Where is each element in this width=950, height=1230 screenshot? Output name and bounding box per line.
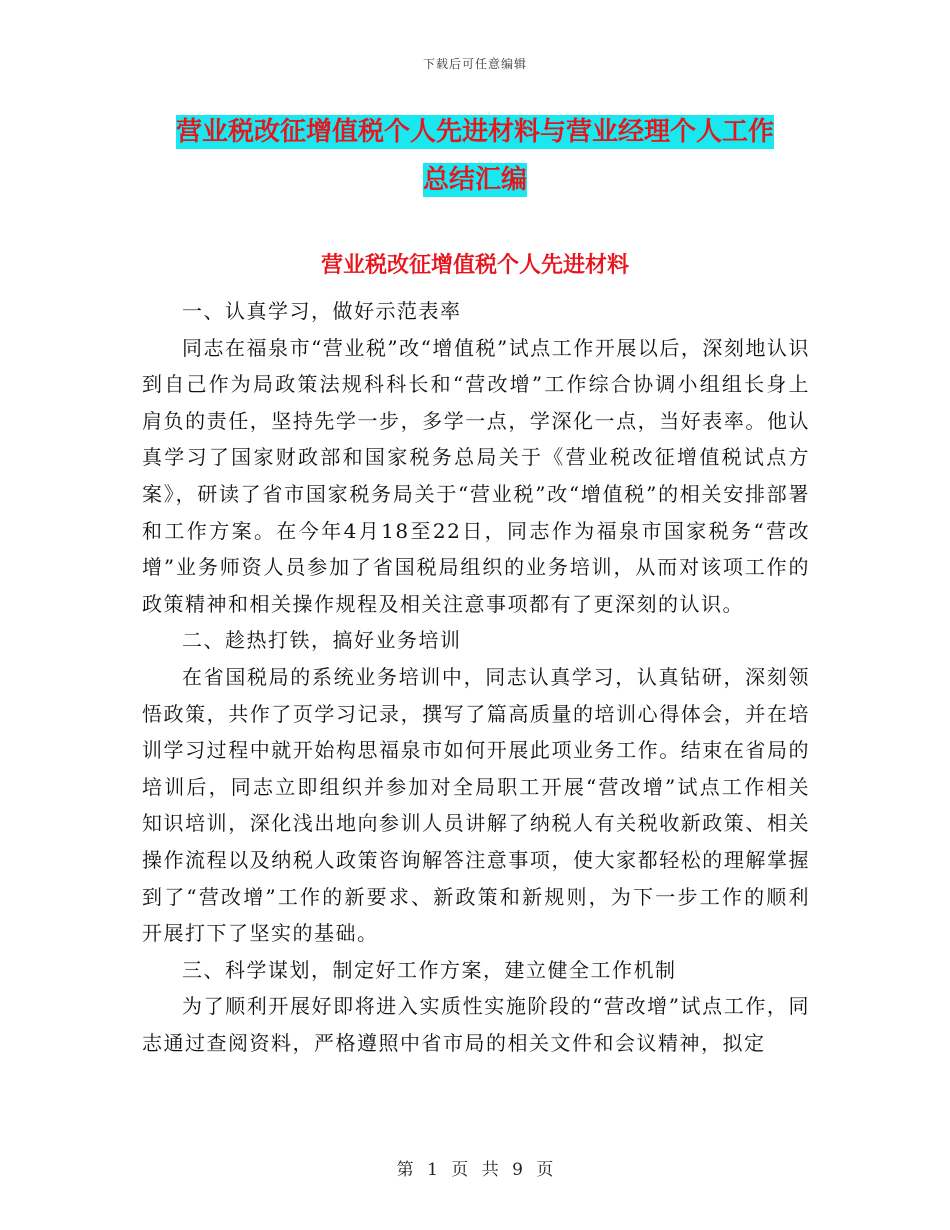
footer-page-number: 1 (427, 1160, 438, 1180)
document-title-line-2: 总结汇编 (422, 165, 527, 195)
page-footer (0, 1155, 950, 1180)
heading-planning: 三、科学谋划，制定好工作方案，建立健全工作机制 (182, 957, 677, 982)
section-title: 营业税改征增值税个人先进材料 (320, 253, 629, 278)
heading-training: 二、趁热打铁，搞好业务培训 (182, 628, 462, 653)
heading-study: 一、认真学习，做好示范表率 (182, 299, 462, 323)
document-title-line-1: 营业税改征增值税个人先进材料与营业经理个人工作 (175, 117, 774, 147)
footer-total-pages: 9 (512, 1160, 523, 1180)
footer-suffix: 页 (536, 1160, 554, 1180)
footer-prefix: 第 (396, 1160, 414, 1180)
footer-mid2: 共 (481, 1160, 499, 1180)
footer-mid1: 页 (451, 1160, 469, 1180)
header-note: 下载后可任意编辑 (422, 57, 527, 71)
document-body (142, 293, 810, 1061)
document-title (140, 108, 810, 204)
paragraph-study: 同志在福泉市“营业税”改“增值税”试点工作开展以后，深刻地认识到自己作为局政策法规科科长和“营改增”工作综合协调小组组长身上肩负的责任，坚持先学一步，多学一点，学深化一点，当好表率。他认真学习了国家财政部和国家税务总局关于《营业税改征增值税试点方案》，研读了省市国家税务局关于“营业税”改“增值税”的相关安排部署和工作方案。在今年4月18至22日，同志作为福泉市国家税务“营改增”业务师资人员参加了省国税局组织的业务培训，从而对该项工作的政策精神和相关操作规程及相关注意事项都有了更深刻的认识。 (142, 335, 810, 616)
paragraph-training: 在省国税局的系统业务培训中，同志认真学习，认真钻研，深刻领悟政策，共作了页学习记录，撰写了篇高质量的培训心得体会，并在培训学习过程中就开始构思福泉市如何开展此项业务工作。结束在省局的培训后，同志立即组织并参加对全局职工开展“营改增”试点工作相关知识培训，深化浅出地向参训人员讲解了纳税人有关税收新政策、相关操作流程以及纳税人政策咨询解答注意事项，使大家都轻松的理解掌握到了“营改增”工作的新要求、新政策和新规则，为下一步工作的顺利开展打下了坚实的基础。 (142, 664, 810, 946)
paragraph-planning: 为了顺利开展好即将进入实质性实施阶段的“营改增”试点工作，同志通过查阅资料，严格遵照中省市局的相关文件和会议精神，拟定 (142, 994, 810, 1055)
